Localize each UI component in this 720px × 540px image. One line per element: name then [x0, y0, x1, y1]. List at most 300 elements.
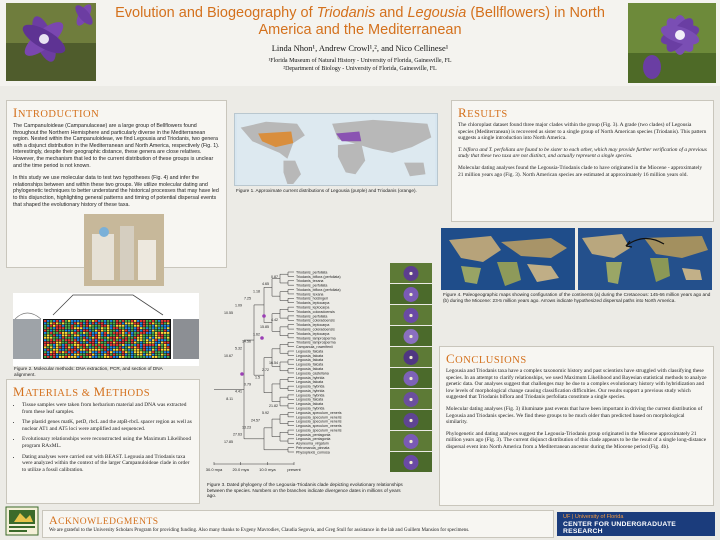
- dna-base-cell: [77, 330, 79, 332]
- dna-base-cell: [104, 339, 106, 341]
- dna-base-cell: [134, 337, 136, 339]
- tree-tip-label: Triodanis_perfoliata: [296, 270, 328, 275]
- dna-base-cell: [101, 332, 103, 334]
- dna-base-cell: [161, 320, 163, 322]
- dna-base-cell: [107, 334, 109, 336]
- dna-base-cell: [122, 320, 124, 322]
- dna-base-cell: [167, 334, 169, 336]
- dna-base-cell: [101, 339, 103, 341]
- dna-base-cell: [116, 346, 118, 348]
- dna-base-cell: [50, 332, 52, 334]
- dna-base-cell: [56, 351, 58, 353]
- dna-base-cell: [86, 339, 88, 341]
- dna-base-cell: [68, 351, 70, 353]
- dna-base-cell: [161, 337, 163, 339]
- conclusions-paragraph-3: Phylogenetic and dating analyses suggest the Legousia-Triodanis group originated in the Miocene approximately 21 million years ago (Fig. 3). The current disjunct distribution of this clade appears to be the result of a single long-distance dispersal event into North America from a Mediterranean ancestor during the Miocene period (Fig. 4b).: [446, 430, 707, 450]
- dna-base-cell: [140, 339, 142, 341]
- dna-base-cell: [140, 351, 142, 353]
- dna-base-cell: [107, 327, 109, 329]
- dna-base-cell: [146, 342, 148, 344]
- dna-base-cell: [116, 334, 118, 336]
- dna-base-cell: [83, 346, 85, 348]
- dna-base-cell: [92, 344, 94, 346]
- dna-base-cell: [89, 349, 91, 351]
- dna-base-cell: [62, 322, 64, 324]
- dna-base-cell: [83, 339, 85, 341]
- dna-base-cell: [137, 346, 139, 348]
- dna-base-cell: [119, 344, 121, 346]
- dna-base-cell: [98, 351, 100, 353]
- dna-base-cell: [149, 351, 151, 353]
- tree-tip-label: Legousia_falcata: [296, 349, 324, 354]
- dna-base-cell: [74, 339, 76, 341]
- dna-base-cell: [86, 325, 88, 327]
- dna-base-cell: [101, 327, 103, 329]
- dna-base-cell: [161, 327, 163, 329]
- dna-base-cell: [98, 337, 100, 339]
- dna-base-cell: [122, 346, 124, 348]
- node-age-label: 10.67: [224, 353, 233, 358]
- dna-base-cell: [113, 330, 115, 332]
- figure-3-caption: Figure 3. Dated phylogeny of the Legousia-Triodanis clade depicting evolutionary relationships between the species. Numbers on the branches indicate divergence dates in millions of years ago.: [207, 482, 403, 499]
- dna-base-cell: [83, 349, 85, 351]
- dna-base-cell: [53, 327, 55, 329]
- dna-base-cell: [110, 346, 112, 348]
- dna-base-cell: [152, 344, 154, 346]
- dna-base-cell: [137, 332, 139, 334]
- dna-base-cell: [71, 320, 73, 322]
- tree-tip-label: Legousia_falcata: [296, 402, 324, 407]
- dna-base-cell: [128, 354, 130, 356]
- dna-base-cell: [149, 332, 151, 334]
- dna-base-cell: [137, 334, 139, 336]
- dna-base-cell: [143, 342, 145, 344]
- dna-base-cell: [146, 334, 148, 336]
- dna-base-cell: [68, 349, 70, 351]
- conclusions-panel: [439, 346, 714, 506]
- dna-base-cell: [146, 320, 148, 322]
- dna-base-cell: [65, 356, 67, 358]
- dna-base-cell: [77, 342, 79, 344]
- tree-tip-label: Legousia_falcata: [296, 358, 324, 363]
- dna-base-cell: [101, 344, 103, 346]
- dna-base-cell: [110, 320, 112, 322]
- tree-tip-label: Legousia_speculum_veneris: [296, 415, 342, 420]
- dna-base-cell: [113, 327, 115, 329]
- dna-base-cell: [53, 346, 55, 348]
- dna-base-cell: [77, 346, 79, 348]
- dna-base-cell: [122, 325, 124, 327]
- figure-2-caption: Figure 2. Molecular methods: DNA extraction, PCR, and section of DNA alignment.: [14, 366, 163, 377]
- dna-base-cell: [86, 332, 88, 334]
- tree-tip-label: Campanula_rowerifenii: [296, 345, 333, 350]
- dna-base-cell: [116, 332, 118, 334]
- dna-base-cell: [128, 322, 130, 324]
- dna-base-cell: [50, 342, 52, 344]
- dna-base-cell: [47, 337, 49, 339]
- dna-base-cell: [134, 344, 136, 346]
- dna-base-cell: [110, 349, 112, 351]
- dna-base-cell: [92, 337, 94, 339]
- dna-base-cell: [77, 337, 79, 339]
- dna-base-cell: [74, 346, 76, 348]
- dna-base-cell: [74, 337, 76, 339]
- dna-base-cell: [119, 342, 121, 344]
- dna-base-cell: [110, 334, 112, 336]
- dna-base-cell: [68, 332, 70, 334]
- dna-base-cell: [158, 327, 160, 329]
- dna-base-cell: [143, 351, 145, 353]
- dna-base-cell: [125, 342, 127, 344]
- dna-base-cell: [92, 339, 94, 341]
- dna-base-cell: [149, 325, 151, 327]
- results-paragraph-2: T. biflora and T. perfoliata are found to be sister to each other, which may provide further verification of a previous study that these two taxa are not distinct, and actually represent a single species.: [458, 146, 707, 160]
- dna-base-cell: [164, 344, 166, 346]
- dna-base-cell: [47, 322, 49, 324]
- time-axis-tick-label: 30.0 mya: [205, 467, 223, 472]
- dna-base-cell: [113, 332, 115, 334]
- node-age-label: 1.62: [253, 332, 260, 337]
- dna-base-cell: [122, 354, 124, 356]
- dna-base-cell: [146, 337, 148, 339]
- dna-base-cell: [125, 337, 127, 339]
- dna-base-cell: [89, 344, 91, 346]
- dna-base-cell: [110, 344, 112, 346]
- dna-base-cell: [47, 339, 49, 341]
- node-age-label: 1.09: [235, 303, 242, 308]
- dna-base-cell: [164, 327, 166, 329]
- dna-base-cell: [137, 339, 139, 341]
- dna-base-cell: [65, 325, 67, 327]
- dna-base-cell: [68, 356, 70, 358]
- dna-base-cell: [149, 339, 151, 341]
- dna-base-cell: [104, 332, 106, 334]
- dna-base-cell: [137, 327, 139, 329]
- dna-base-cell: [59, 325, 61, 327]
- dna-base-cell: [101, 349, 103, 351]
- dna-base-cell: [92, 346, 94, 348]
- dna-base-cell: [167, 344, 169, 346]
- tree-tip-label: Triodanis_texana: [296, 279, 324, 284]
- dna-base-cell: [86, 342, 88, 344]
- dna-base-cell: [104, 354, 106, 356]
- dna-base-cell: [116, 322, 118, 324]
- dna-base-cell: [101, 354, 103, 356]
- dna-base-cell: [146, 351, 148, 353]
- dna-base-cell: [107, 342, 109, 344]
- dna-base-cell: [143, 349, 145, 351]
- dna-base-cell: [134, 346, 136, 348]
- dna-base-cell: [143, 327, 145, 329]
- dna-base-cell: [164, 325, 166, 327]
- dna-base-cell: [104, 349, 106, 351]
- dna-base-cell: [113, 339, 115, 341]
- dna-base-cell: [44, 351, 46, 353]
- distribution-map: [234, 113, 438, 186]
- tree-tip-label: Legousia_pentagonia: [296, 432, 331, 437]
- dna-base-cell: [89, 337, 91, 339]
- dna-base-cell: [74, 330, 76, 332]
- tree-tip-label: Legousia_hybrida: [296, 375, 325, 380]
- dna-base-cell: [146, 349, 148, 351]
- dna-base-cell: [131, 346, 133, 348]
- dna-base-cell: [77, 356, 79, 358]
- dna-base-cell: [89, 325, 91, 327]
- dna-base-cell: [98, 327, 100, 329]
- dna-base-cell: [59, 332, 61, 334]
- dna-base-cell: [167, 342, 169, 344]
- dna-base-cell: [149, 334, 151, 336]
- dna-base-cell: [92, 351, 94, 353]
- dna-base-cell: [146, 339, 148, 341]
- dna-base-cell: [53, 339, 55, 341]
- dna-base-cell: [89, 327, 91, 329]
- bellflower-photo-left: [6, 3, 96, 81]
- dna-base-cell: [137, 337, 139, 339]
- dna-alignment: [43, 319, 171, 359]
- dna-base-cell: [131, 342, 133, 344]
- dna-base-cell: [152, 339, 154, 341]
- dna-base-cell: [62, 354, 64, 356]
- dna-base-cell: [140, 334, 142, 336]
- dna-base-cell: [68, 327, 70, 329]
- dna-base-cell: [116, 320, 118, 322]
- dna-base-cell: [164, 339, 166, 341]
- dna-base-cell: [134, 339, 136, 341]
- dna-base-cell: [83, 356, 85, 358]
- dna-base-cell: [44, 354, 46, 356]
- dna-base-cell: [116, 351, 118, 353]
- tree-tip-label: Triodanis_lamprosperma: [296, 340, 336, 345]
- dna-base-cell: [104, 344, 106, 346]
- dna-base-cell: [107, 339, 109, 341]
- dna-base-cell: [59, 339, 61, 341]
- dna-base-cell: [50, 337, 52, 339]
- dna-base-cell: [62, 330, 64, 332]
- dna-base-cell: [77, 351, 79, 353]
- tree-tip-label: Triodanis_lamprosperma: [296, 336, 336, 341]
- dna-base-cell: [125, 349, 127, 351]
- dna-base-cell: [107, 322, 109, 324]
- dna-base-cell: [44, 356, 46, 358]
- dna-base-cell: [74, 351, 76, 353]
- dna-base-cell: [71, 330, 73, 332]
- dna-base-cell: [131, 351, 133, 353]
- flower-center: [409, 377, 412, 380]
- conclusions-paragraph-1: Legousia and Triodanis taxa have a complex taxonomic history and past scientists have struggled with classifying these species. In an attempt to clarify relationships, we used Maximum Likelihood and Bayesian statistical methods to analyze genetic data. Our analyses suggest that challenges may be due to a complex evolutionary history with hybridization and low levels of morphological change causing classification difficulties. Our results support a previous study which suggested that Triodanis biflora and Triodanis perfoliata constitute a single species.: [446, 368, 707, 401]
- dna-base-cell: [155, 332, 157, 334]
- dna-base-cell: [56, 337, 58, 339]
- dna-base-cell: [167, 349, 169, 351]
- dna-base-cell: [56, 332, 58, 334]
- dna-base-cell: [74, 327, 76, 329]
- tree-tip-label: Triodanis_biflora (perfoliata): [296, 274, 341, 279]
- dna-base-cell: [116, 349, 118, 351]
- dna-base-cell: [92, 330, 94, 332]
- dna-base-cell: [125, 356, 127, 358]
- dna-base-cell: [95, 337, 97, 339]
- dna-base-cell: [89, 346, 91, 348]
- dna-base-cell: [47, 334, 49, 336]
- dna-base-cell: [164, 342, 166, 344]
- dna-base-cell: [140, 330, 142, 332]
- dna-base-cell: [155, 330, 157, 332]
- dna-base-cell: [113, 344, 115, 346]
- dna-base-cell: [131, 325, 133, 327]
- node-age-label: 2.72: [262, 368, 269, 373]
- dna-base-cell: [149, 327, 151, 329]
- tree-tip-label: Petromarula_pinnata: [296, 446, 330, 451]
- dna-base-cell: [92, 322, 94, 324]
- dna-base-cell: [71, 327, 73, 329]
- dna-base-cell: [53, 330, 55, 332]
- dna-base-cell: [80, 339, 82, 341]
- dna-base-cell: [53, 344, 55, 346]
- dna-base-cell: [149, 322, 151, 324]
- ufcur-line-1: UF | University of Florida: [563, 514, 624, 520]
- node-age-label: 7.25: [244, 296, 251, 301]
- dna-base-cell: [71, 354, 73, 356]
- dna-base-cell: [161, 342, 163, 344]
- acknowledgments-heading: ACKNOWLEDGMENTS: [49, 513, 159, 527]
- node-age-label: 15.85: [260, 325, 269, 330]
- dna-base-cell: [98, 354, 100, 356]
- poster-header: [0, 0, 720, 86]
- dna-base-cell: [143, 356, 145, 358]
- dna-base-cell: [83, 334, 85, 336]
- dna-base-cell: [50, 339, 52, 341]
- dna-base-cell: [164, 320, 166, 322]
- dna-base-cell: [152, 325, 154, 327]
- dna-base-cell: [56, 349, 58, 351]
- dna-base-cell: [71, 325, 73, 327]
- dna-base-cell: [146, 325, 148, 327]
- time-axis-tick-label: present: [287, 467, 301, 472]
- dna-base-cell: [140, 337, 142, 339]
- dna-base-cell: [80, 349, 82, 351]
- dna-base-cell: [107, 325, 109, 327]
- tree-tip-label: Triodanis_coloradoensis: [296, 318, 335, 323]
- methods-panel: [6, 379, 200, 504]
- dna-base-cell: [53, 356, 55, 358]
- dna-base-cell: [104, 356, 106, 358]
- dna-base-cell: [137, 330, 139, 332]
- dna-base-cell: [74, 344, 76, 346]
- dna-base-cell: [140, 346, 142, 348]
- dna-base-cell: [161, 346, 163, 348]
- dna-methods-figure: [13, 293, 199, 366]
- dna-base-cell: [122, 327, 124, 329]
- dna-base-cell: [71, 339, 73, 341]
- dna-base-cell: [101, 322, 103, 324]
- dna-base-cell: [98, 346, 100, 348]
- node-age-label: 21.82: [269, 404, 278, 408]
- dna-base-cell: [107, 354, 109, 356]
- dna-base-cell: [98, 356, 100, 358]
- dna-base-cell: [95, 344, 97, 346]
- dna-base-cell: [158, 344, 160, 346]
- dna-base-cell: [92, 334, 94, 336]
- dna-base-cell: [128, 351, 130, 353]
- dna-base-cell: [86, 344, 88, 346]
- dna-base-cell: [107, 344, 109, 346]
- dna-base-cell: [47, 354, 49, 356]
- dna-base-cell: [140, 332, 142, 334]
- dna-base-cell: [80, 332, 82, 334]
- dna-base-cell: [164, 346, 166, 348]
- dna-base-cell: [44, 346, 46, 348]
- dna-base-cell: [44, 339, 46, 341]
- dna-base-cell: [77, 322, 79, 324]
- dna-base-cell: [89, 354, 91, 356]
- introduction-paragraph-1: The Campanuloideae (Campanulaceae) are a large group of Bellflowers found throughout the Northern Hemisphere and particularly diverse in the Mediterranean region. Nested within the Campanuloideae, we find Legousia and Triodanis, two genera with a disjunct distribution in the Mediterranean and North America, respectively (Fig. 1). Interestingly, despite their geographic distance, these genera are close relatives. However, the mechanism that led to the current distribution of these groups is unclear and the time period is not known.: [13, 123, 220, 169]
- node-age-label: 5.92: [262, 411, 269, 416]
- dna-base-cell: [149, 349, 151, 351]
- dna-base-cell: [65, 354, 67, 356]
- dna-base-cell: [116, 325, 118, 327]
- dna-base-cell: [110, 351, 112, 353]
- dna-base-cell: [71, 342, 73, 344]
- dna-base-cell: [71, 349, 73, 351]
- dna-base-cell: [59, 334, 61, 336]
- methods-list: [13, 402, 193, 473]
- dna-base-cell: [155, 346, 157, 348]
- dna-base-cell: [140, 322, 142, 324]
- dna-base-cell: [65, 337, 67, 339]
- dna-base-cell: [68, 342, 70, 344]
- dna-base-cell: [80, 356, 82, 358]
- dna-base-cell: [56, 339, 58, 341]
- dna-base-cell: [56, 334, 58, 336]
- dna-base-cell: [155, 356, 157, 358]
- dna-base-cell: [146, 356, 148, 358]
- dna-base-cell: [104, 337, 106, 339]
- tree-tip-label: Asyneuma_virgatum: [296, 441, 329, 446]
- pcr-tubes-photo: [84, 214, 164, 286]
- dna-base-cell: [86, 351, 88, 353]
- dna-base-cell: [140, 325, 142, 327]
- dna-base-cell: [155, 325, 157, 327]
- node-age-label: 13.23: [242, 425, 251, 430]
- dna-base-cell: [167, 320, 169, 322]
- dna-base-cell: [59, 346, 61, 348]
- dna-base-cell: [53, 322, 55, 324]
- dna-base-cell: [158, 320, 160, 322]
- dna-base-cell: [104, 342, 106, 344]
- dna-base-cell: [143, 320, 145, 322]
- dna-base-cell: [77, 320, 79, 322]
- tree-tip-label: Triodanis_leptocarpa: [296, 323, 330, 328]
- dna-base-cell: [74, 354, 76, 356]
- dna-base-cell: [116, 354, 118, 356]
- dna-base-cell: [158, 339, 160, 341]
- time-axis-tick-label: 10.0 mya: [259, 467, 276, 472]
- dna-base-cell: [104, 330, 106, 332]
- dna-base-cell: [47, 346, 49, 348]
- tree-tip-label: Legousia_falcata: [296, 362, 324, 367]
- dna-base-cell: [119, 327, 121, 329]
- dna-base-cell: [68, 320, 70, 322]
- dna-base-cell: [47, 349, 49, 351]
- dna-base-cell: [131, 332, 133, 334]
- acknowledgments-text: We are grateful to the University Scholars Program for providing funding. Also many thanks to Evgeny Mavrodiev, Claudia Segovia, and Greg Stull for assistance in the lab and Guillem Mansion for specimens.: [49, 528, 470, 533]
- dna-base-cell: [125, 354, 127, 356]
- dna-base-cell: [74, 332, 76, 334]
- dna-base-cell: [86, 356, 88, 358]
- dna-base-cell: [143, 325, 145, 327]
- dna-base-cell: [62, 334, 64, 336]
- dna-base-cell: [53, 349, 55, 351]
